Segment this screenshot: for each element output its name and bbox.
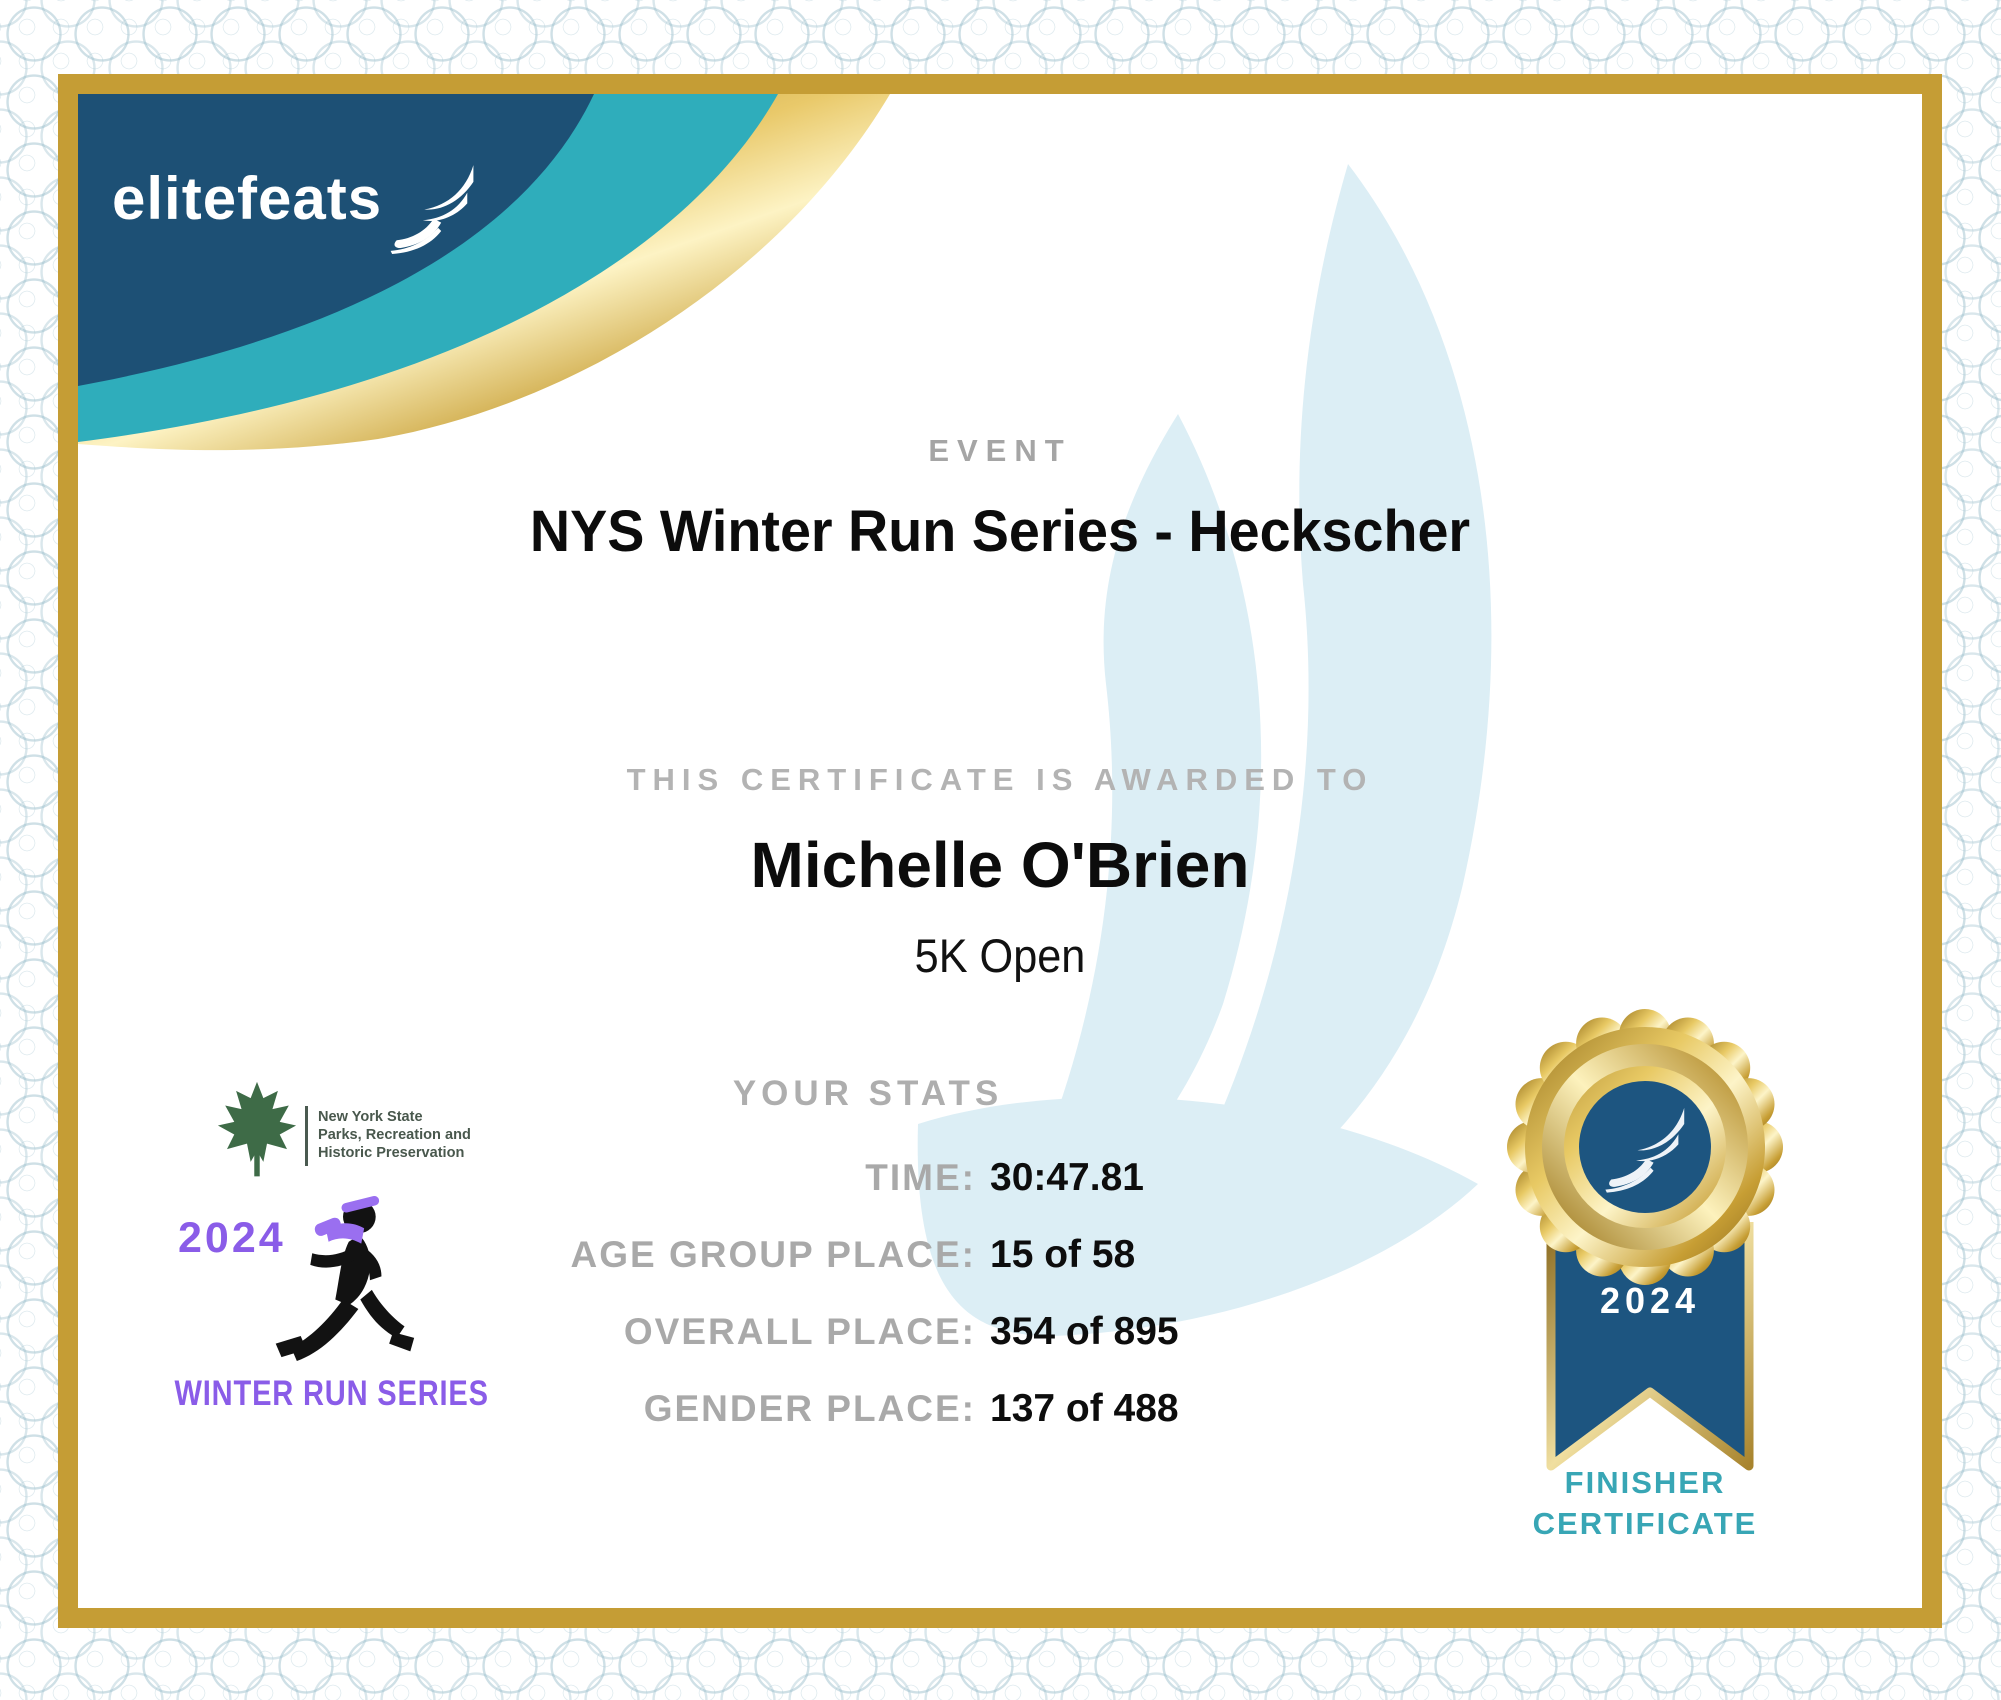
series-year: 2024 xyxy=(178,1214,286,1262)
winter-runner-icon xyxy=(268,1188,418,1383)
finisher-caption-line: CERTIFICATE xyxy=(1532,1506,1758,1541)
org-line: New York State xyxy=(318,1108,423,1125)
recipient-name: Michelle O'Brien xyxy=(750,829,1250,901)
stat-value: 137 of 488 xyxy=(990,1387,1179,1430)
finisher-medal-icon xyxy=(1495,997,1795,1297)
finisher-caption xyxy=(1475,1462,1815,1544)
logo-divider xyxy=(305,1106,308,1166)
your-stats-heading: YOUR STATS xyxy=(732,1074,1004,1113)
race-division: 5K Open xyxy=(914,929,1086,982)
stat-label: TIME: xyxy=(865,1157,976,1198)
org-line: Parks, Recreation and xyxy=(318,1126,471,1143)
finisher-caption-line: FINISHER xyxy=(1564,1465,1726,1500)
stat-label: AGE GROUP PLACE: xyxy=(570,1234,976,1275)
event-label: EVENT xyxy=(928,433,1072,468)
brand-logo xyxy=(112,156,478,254)
stat-value: 354 of 895 xyxy=(990,1310,1179,1353)
brand-logo-text: elitefeats xyxy=(112,165,383,232)
stat-label: GENDER PLACE: xyxy=(643,1388,976,1429)
series-name: WINTER RUN SERIES xyxy=(174,1374,489,1413)
badge-year: 2024 xyxy=(1599,1280,1701,1321)
maple-leaf-icon xyxy=(211,1080,303,1180)
org-line: Historic Preservation xyxy=(318,1144,465,1161)
stat-label: OVERALL PLACE: xyxy=(623,1311,976,1352)
certificate-content xyxy=(78,94,1922,1608)
stat-value: 15 of 58 xyxy=(990,1233,1136,1276)
awarded-to-text: THIS CERTIFICATE IS AWARDED TO xyxy=(626,762,1374,797)
event-name: NYS Winter Run Series - Heckscher xyxy=(529,499,1471,564)
winged-foot-logo-icon xyxy=(386,162,478,254)
parks-org-name xyxy=(318,1108,476,1162)
stat-value: 30:47.81 xyxy=(990,1156,1144,1199)
